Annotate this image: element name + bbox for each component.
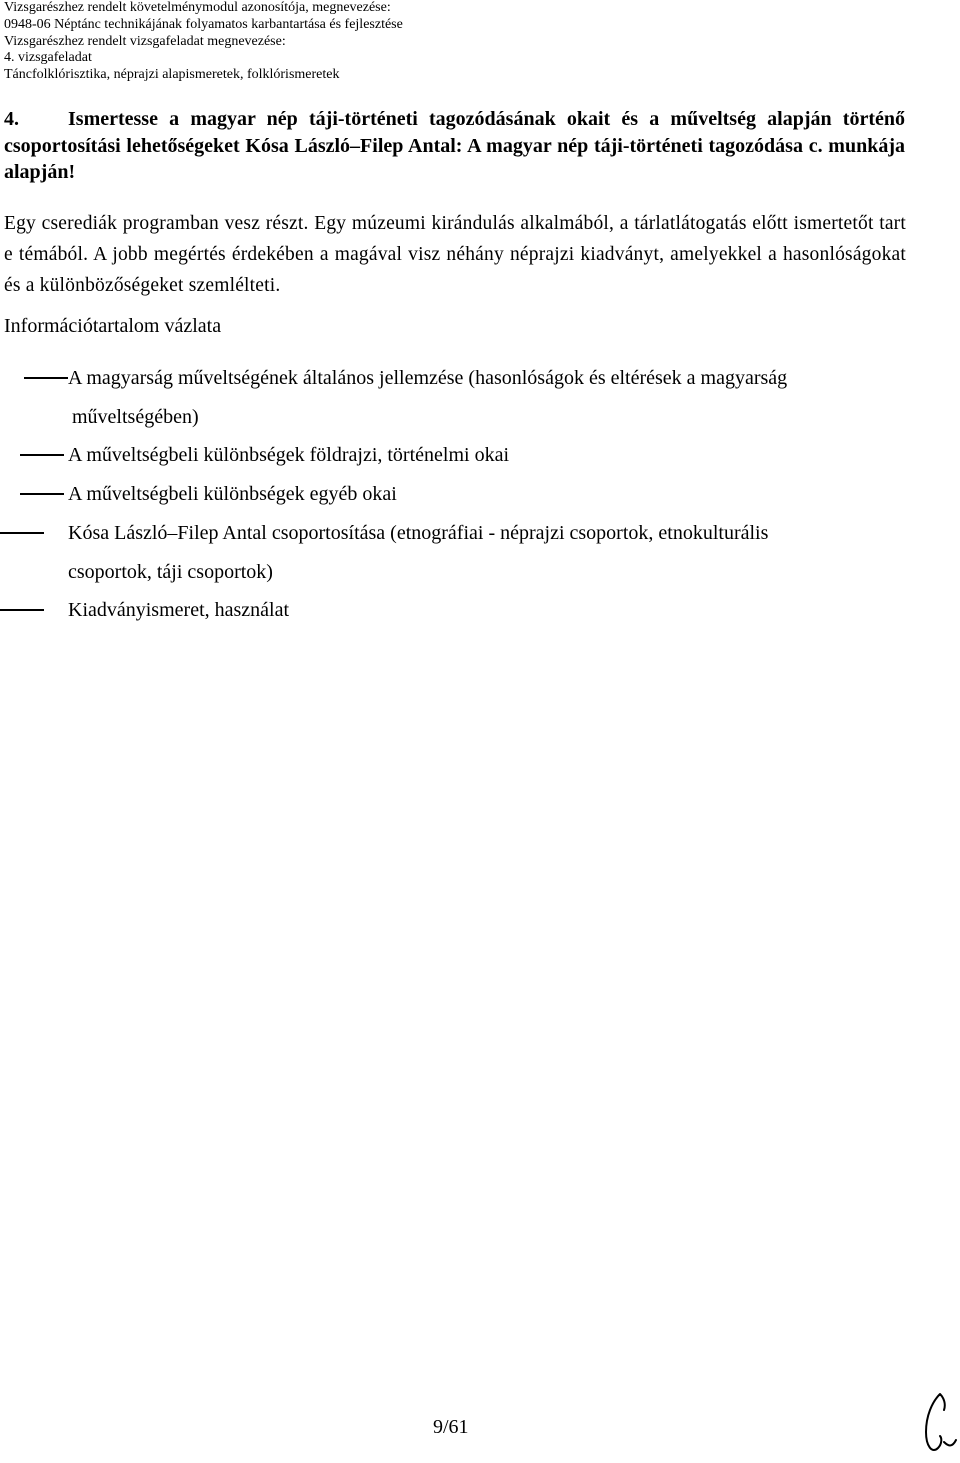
document-header [4,0,403,84]
dash-icon [20,454,64,456]
outline-item-text: A magyarság műveltségének általános jellemzése (hasonlóságok és eltérések a magyarság [68,367,788,389]
dash-icon [20,493,64,495]
outline-item-text-continued: csoportok, táji csoportok) [68,560,273,583]
dash-icon [0,532,44,534]
header-task-name: Táncfolklórisztika, néprajzi alapismeretek, folklórismeretek [4,67,340,83]
outline-item-text: Kiadványismeret, használat [68,599,290,621]
header-task-label: Vizsgarészhez rendelt vizsgafeladat megnevezése: [4,33,286,49]
dash-icon [24,377,68,379]
task-scenario: Egy cserediák programban vesz részt. Egy múzeumi kirándulás alkalmából, a tárlatlátogatás előtt ismertetőt tart e témából. A jobb megértés érdekében a magával visz néhány néprajzi kiadványt, amelyekkel a hasonlóságokat és a különbözőségeket szemlélteti. [4,213,906,296]
page-number: 9/61 [433,1416,469,1438]
task-heading [4,106,905,186]
header-task-number: 4. vizsgafeladat [4,50,92,66]
outline-title: Információtartalom vázlata [4,315,222,337]
task-number: 4. [4,108,19,130]
signature-mark [918,1388,958,1458]
dash-icon [0,609,44,611]
outline-item-text: Kósa László–Filep Antal csoportosítása (etnográfiai - néprajzi csoportok, etnokulturális [68,522,769,544]
outline-item-text-continued: műveltségében) [72,405,199,428]
outline-item-text: A műveltségbeli különbségek egyéb okai [68,483,397,505]
header-module-name: 0948-06 Néptánc technikájának folyamatos karbantartása és fejlesztése [4,16,403,32]
outline-item-text: A műveltségbeli különbségek földrajzi, történelmi okai [68,444,510,466]
task-title: Ismertesse a magyar nép táji-történeti tagozódásának okait és a műveltség alapján történő csoportosítási lehetőségeket Kósa László–Filep Antal: A magyar nép táji-történeti tagozódása c. munkája alapján! [4,108,905,183]
header-module-label: Vizsgarészhez rendelt követelménymodul azonosítója, megnevezése: [4,0,391,15]
